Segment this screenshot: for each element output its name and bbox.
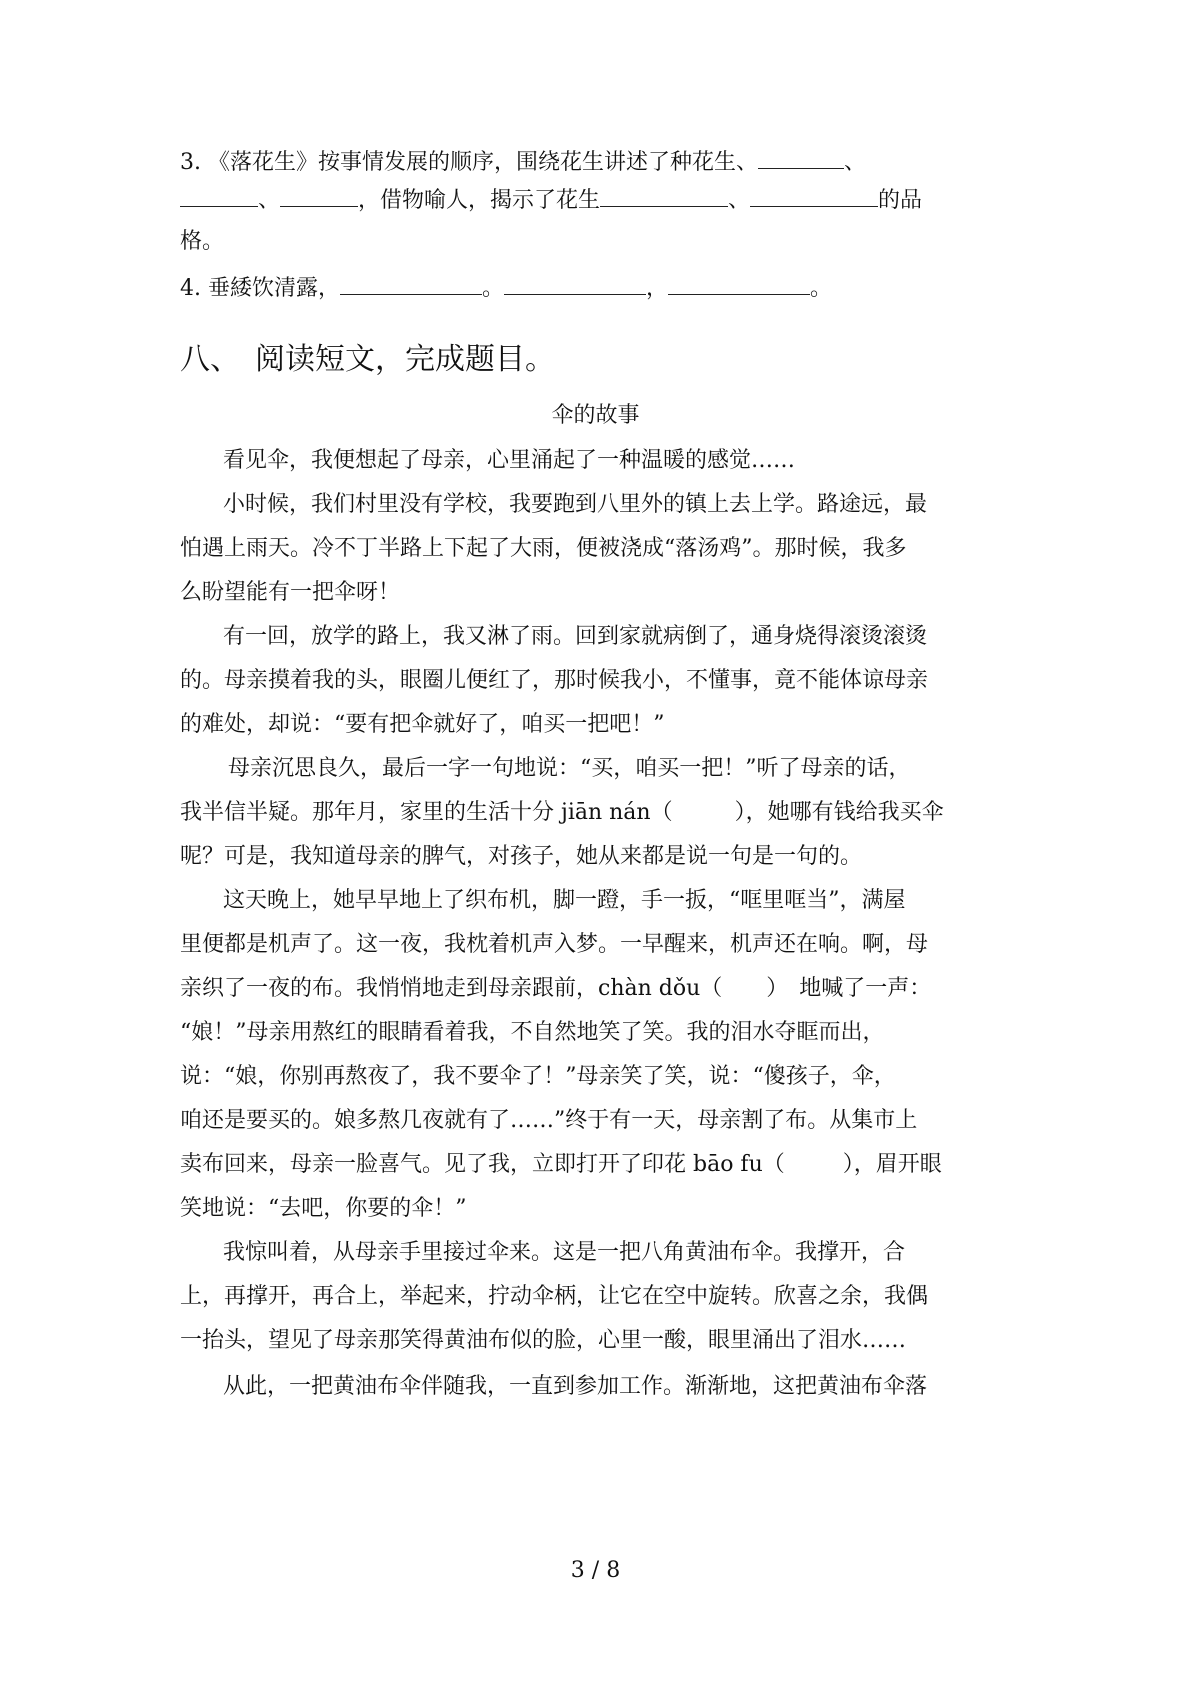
story-line: 小时候，我们村里没有学校，我要跑到八里外的镇上去上学。路途远，最	[223, 492, 928, 517]
story-line: 怕遇上雨天。冷不丁半路上下起了大雨，便被浇成“落汤鸡”。那时候，我多	[180, 536, 907, 561]
answer-blank[interactable]	[668, 272, 810, 295]
story-text: 卖布回来，母亲一脸喜气。见了我，立即打开了印花 bāo fu（	[180, 1152, 785, 1177]
story-line: 从此，一把黄油布伞伴随我，一直到参加工作。渐渐地，这把黄油布伞落	[223, 1374, 928, 1399]
story-line: “娘！”母亲用熬红的眼睛看着我，不自然地笑了笑。我的泪水夺眶而出，	[180, 1020, 885, 1045]
story-line: 笑地说：“去吧，你要的伞！”	[180, 1196, 467, 1221]
question-3-line-3	[180, 227, 1010, 257]
q4-sep-1: 。	[481, 276, 504, 301]
question-3-line-1	[180, 146, 1010, 178]
q3-text-2c: 、	[728, 188, 751, 213]
story-line: 上，再撑开，再合上，举起来，拧动伞柄，让它在空中旋转。欣喜之余，我偶	[180, 1284, 929, 1309]
story-line: 咱还是要买的。娘多熬几夜就有了……”终于有一天，母亲割了布。从集市上	[180, 1108, 918, 1133]
story-text: 亲织了一夜的布。我悄悄地走到母亲跟前，chàn dǒu（	[180, 976, 723, 1001]
story-title: 伞的故事	[551, 403, 640, 428]
section-heading: 八、 阅读短文，完成题目。	[180, 342, 555, 377]
story-line: 里便都是机声了。这一夜，我枕着机声入梦。一早醒来，机声还在响。啊，母	[180, 932, 929, 957]
answer-blank[interactable]	[750, 184, 878, 207]
answer-blank[interactable]	[280, 184, 358, 207]
q4-end: 。	[810, 276, 833, 301]
question-3-line-2	[180, 184, 1010, 216]
q3-text-1: 3. 《落花生》按事情发展的顺序，围绕花生讲述了种花生、	[180, 150, 758, 175]
answer-blank[interactable]	[600, 184, 728, 207]
story-line: 这天晚上，她早早地上了织布机，脚一蹬，手一扳，“哐里哐当”，满屋	[223, 888, 906, 913]
answer-blank[interactable]	[504, 272, 646, 295]
story-line: 么盼望能有一把伞呀！	[180, 580, 401, 605]
page-number: 3 / 8	[570, 1558, 621, 1583]
story-line: 呢？可是，我知道母亲的脾气，对孩子，她从来都是说一句是一句的。	[180, 844, 863, 869]
story-text: ），眉开眼	[842, 1152, 942, 1177]
q3-text-2b: ，借物喻人，揭示了花生	[358, 188, 601, 213]
story-text: 我半信半疑。那年月，家里的生活十分 jiān nán（	[180, 800, 673, 825]
q3-text-1-end: 、	[844, 150, 867, 175]
story-text: ），她哪有钱给我买伞	[734, 800, 944, 825]
question-4-line	[180, 272, 1010, 304]
story-line: 一抬头，望见了母亲那笑得黄油布似的脸，心里一酸，眼里涌出了泪水……	[180, 1328, 907, 1353]
q4-sep-2: ，	[646, 276, 669, 301]
story-line: 有一回，放学的路上，我又淋了雨。回到家就病倒了，通身烧得滚烫滚烫	[223, 624, 928, 649]
answer-blank[interactable]	[758, 146, 844, 169]
story-line: 我惊叫着，从母亲手里接过伞来。这是一把八角黄油布伞。我撑开，合	[223, 1240, 906, 1265]
story-line	[180, 798, 1010, 828]
story-line: 的难处，却说：“要有把伞就好了，咱买一把吧！”	[180, 712, 665, 737]
q4-text: 4. 垂緌饮清露，	[180, 276, 340, 301]
story-line	[180, 1150, 1010, 1180]
q3-text-3: 格。	[180, 229, 225, 254]
story-text: ） 地喊了一声：	[766, 976, 932, 1001]
answer-blank[interactable]	[180, 184, 258, 207]
q3-text-2a: 、	[258, 188, 281, 213]
story-line: 的。母亲摸着我的头，眼圈儿便红了，那时候我小，不懂事，竟不能体谅母亲	[180, 668, 929, 693]
q3-text-2d: 的品	[878, 188, 923, 213]
story-line: 说：“娘，你别再熬夜了，我不要伞了！”母亲笑了笑，说：“傻孩子，伞，	[180, 1064, 896, 1089]
story-line	[180, 974, 1010, 1004]
answer-blank[interactable]	[340, 272, 482, 295]
story-line: 看见伞，我便想起了母亲，心里涌起了一种温暖的感觉……	[223, 448, 796, 473]
story-line: 母亲沉思良久，最后一字一句地说：“买，咱买一把！”听了母亲的话，	[228, 756, 911, 781]
